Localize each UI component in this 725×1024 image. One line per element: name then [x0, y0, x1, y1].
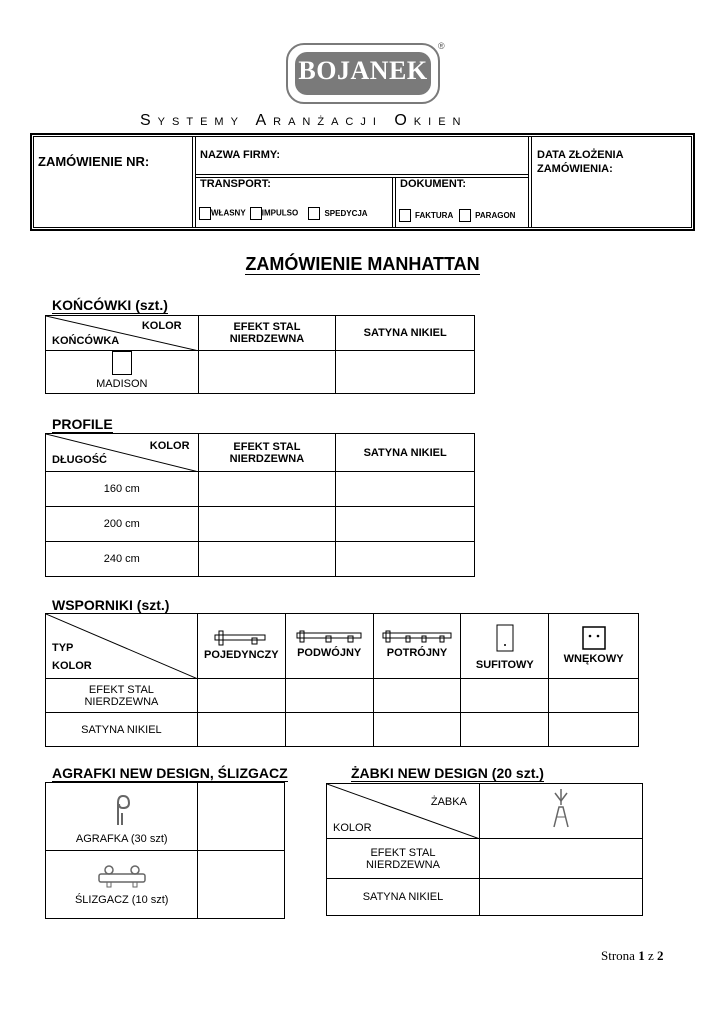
document-invoice-checkbox[interactable]	[399, 209, 411, 222]
wspornik-single-nickel-input[interactable]	[197, 713, 285, 747]
profile-240-nickel-input[interactable]	[336, 542, 475, 577]
page-number: Strona 1 z 2	[601, 948, 664, 963]
document-label: DOKUMENT:	[400, 178, 466, 190]
profile-length: 160 cm	[46, 472, 199, 507]
zabki-table	[326, 783, 643, 916]
ceiling-bracket-icon	[496, 624, 514, 656]
koncowki-corner: KOLOR KOŃCÓWKA	[46, 316, 199, 351]
zabki-corner: ŻABKA KOLOR	[327, 784, 480, 839]
profile-heading: PROFILE	[52, 416, 113, 432]
bracket-ceiling-header: SUFITOWY	[461, 614, 549, 679]
registered-mark: ®	[438, 41, 445, 51]
zabki-row-label: EFEKT STAL NIERDZEWNA	[327, 839, 480, 879]
bracket-triple-header: POTRÓJNY	[373, 614, 461, 679]
zabki-heading: ŻABKI NEW DESIGN (20 szt.)	[351, 765, 544, 781]
transport-label: TRANSPORT:	[200, 178, 271, 190]
wsporniki-row-label: EFEKT STAL NIERDZEWNA	[46, 679, 198, 713]
wsporniki-table	[45, 613, 639, 747]
transport-impulso-checkbox[interactable]	[250, 207, 262, 220]
slizgacz-qty-input[interactable]	[198, 851, 285, 919]
wsporniki-heading: WSPORNIKI (szt.)	[52, 597, 170, 613]
order-date-label: DATA ZŁOŻENIA ZAMÓWIENIA:	[537, 149, 624, 175]
curtain-glider-icon	[97, 864, 147, 888]
wspornik-ceiling-nickel-input[interactable]	[461, 713, 549, 747]
order-number-label: ZAMÓWIENIE NR:	[38, 154, 150, 169]
curtain-clip-icon	[546, 787, 576, 833]
logo-brand: BOJANEK	[298, 56, 428, 85]
profile-corner: KOLOR DŁUGOŚĆ	[46, 434, 199, 472]
madison-steel-input[interactable]	[198, 351, 336, 394]
profile-length: 200 cm	[46, 507, 199, 542]
bracket-double-header: PODWÓJNY	[285, 614, 373, 679]
koncowki-col-steel: EFEKT STAL NIERDZEWNA	[198, 316, 336, 351]
curtain-hook-icon	[110, 793, 134, 827]
tagline: Systemy Aranżacji Okien	[140, 112, 468, 129]
profile-200-nickel-input[interactable]	[336, 507, 475, 542]
profile-table	[45, 433, 475, 577]
wspornik-triple-nickel-input[interactable]	[373, 713, 461, 747]
koncowki-col-nickel: SATYNA NIKIEL	[336, 316, 475, 351]
profile-col-nickel: SATYNA NIKIEL	[336, 434, 475, 472]
double-bracket-icon	[296, 630, 362, 644]
wspornik-double-nickel-input[interactable]	[285, 713, 373, 747]
profile-160-nickel-input[interactable]	[336, 472, 475, 507]
wspornik-ceiling-steel-input[interactable]	[461, 679, 549, 713]
madison-cell: MADISON	[46, 351, 199, 394]
profile-240-steel-input[interactable]	[198, 542, 336, 577]
koncowki-table	[45, 315, 475, 394]
profile-length: 240 cm	[46, 542, 199, 577]
profile-160-steel-input[interactable]	[198, 472, 336, 507]
madison-nickel-input[interactable]	[336, 351, 475, 394]
wspornik-triple-steel-input[interactable]	[373, 679, 461, 713]
transport-spedycja-checkbox[interactable]	[308, 207, 320, 220]
zabki-row-label: SATYNA NIKIEL	[327, 879, 480, 916]
koncowki-heading: KOŃCÓWKI (szt.)	[52, 297, 168, 313]
wspornik-recess-steel-input[interactable]	[549, 679, 639, 713]
wspornik-double-steel-input[interactable]	[285, 679, 373, 713]
agrafka-cell: AGRAFKA (30 szt)	[46, 783, 198, 851]
slizgacz-cell: ŚLIZGACZ (10 szt)	[46, 851, 198, 919]
zabki-nickel-input[interactable]	[479, 879, 642, 916]
agrafka-qty-input[interactable]	[198, 783, 285, 851]
zabki-steel-input[interactable]	[479, 839, 642, 879]
triple-bracket-icon	[382, 630, 452, 644]
wsporniki-corner: TYP KOLOR	[46, 614, 198, 679]
agrafki-heading: AGRAFKI NEW DESIGN, ŚLIZGACZ	[52, 765, 288, 781]
transport-options: WŁASNY IMPULSO SPEDYCJA	[199, 207, 368, 220]
bracket-recess-header: WNĘKOWY	[549, 614, 639, 679]
document-receipt-checkbox[interactable]	[459, 209, 471, 222]
transport-own-checkbox[interactable]	[199, 207, 211, 220]
document-options: FAKTURA PARAGON	[399, 209, 515, 222]
recess-bracket-icon	[582, 626, 606, 650]
wspornik-single-steel-input[interactable]	[197, 679, 285, 713]
wspornik-recess-nickel-input[interactable]	[549, 713, 639, 747]
madison-endcap-icon	[112, 351, 132, 375]
profile-col-steel: EFEKT STAL NIERDZEWNA	[198, 434, 336, 472]
wsporniki-row-label: SATYNA NIKIEL	[46, 713, 198, 747]
agrafki-table	[45, 782, 285, 919]
single-bracket-icon	[214, 630, 268, 646]
page-title: ZAMÓWIENIE MANHATTAN	[245, 254, 480, 274]
bracket-single-header: POJEDYNCZY	[197, 614, 285, 679]
company-name-label: NAZWA FIRMY:	[200, 149, 281, 161]
zabka-header-cell	[479, 784, 642, 839]
profile-200-steel-input[interactable]	[198, 507, 336, 542]
